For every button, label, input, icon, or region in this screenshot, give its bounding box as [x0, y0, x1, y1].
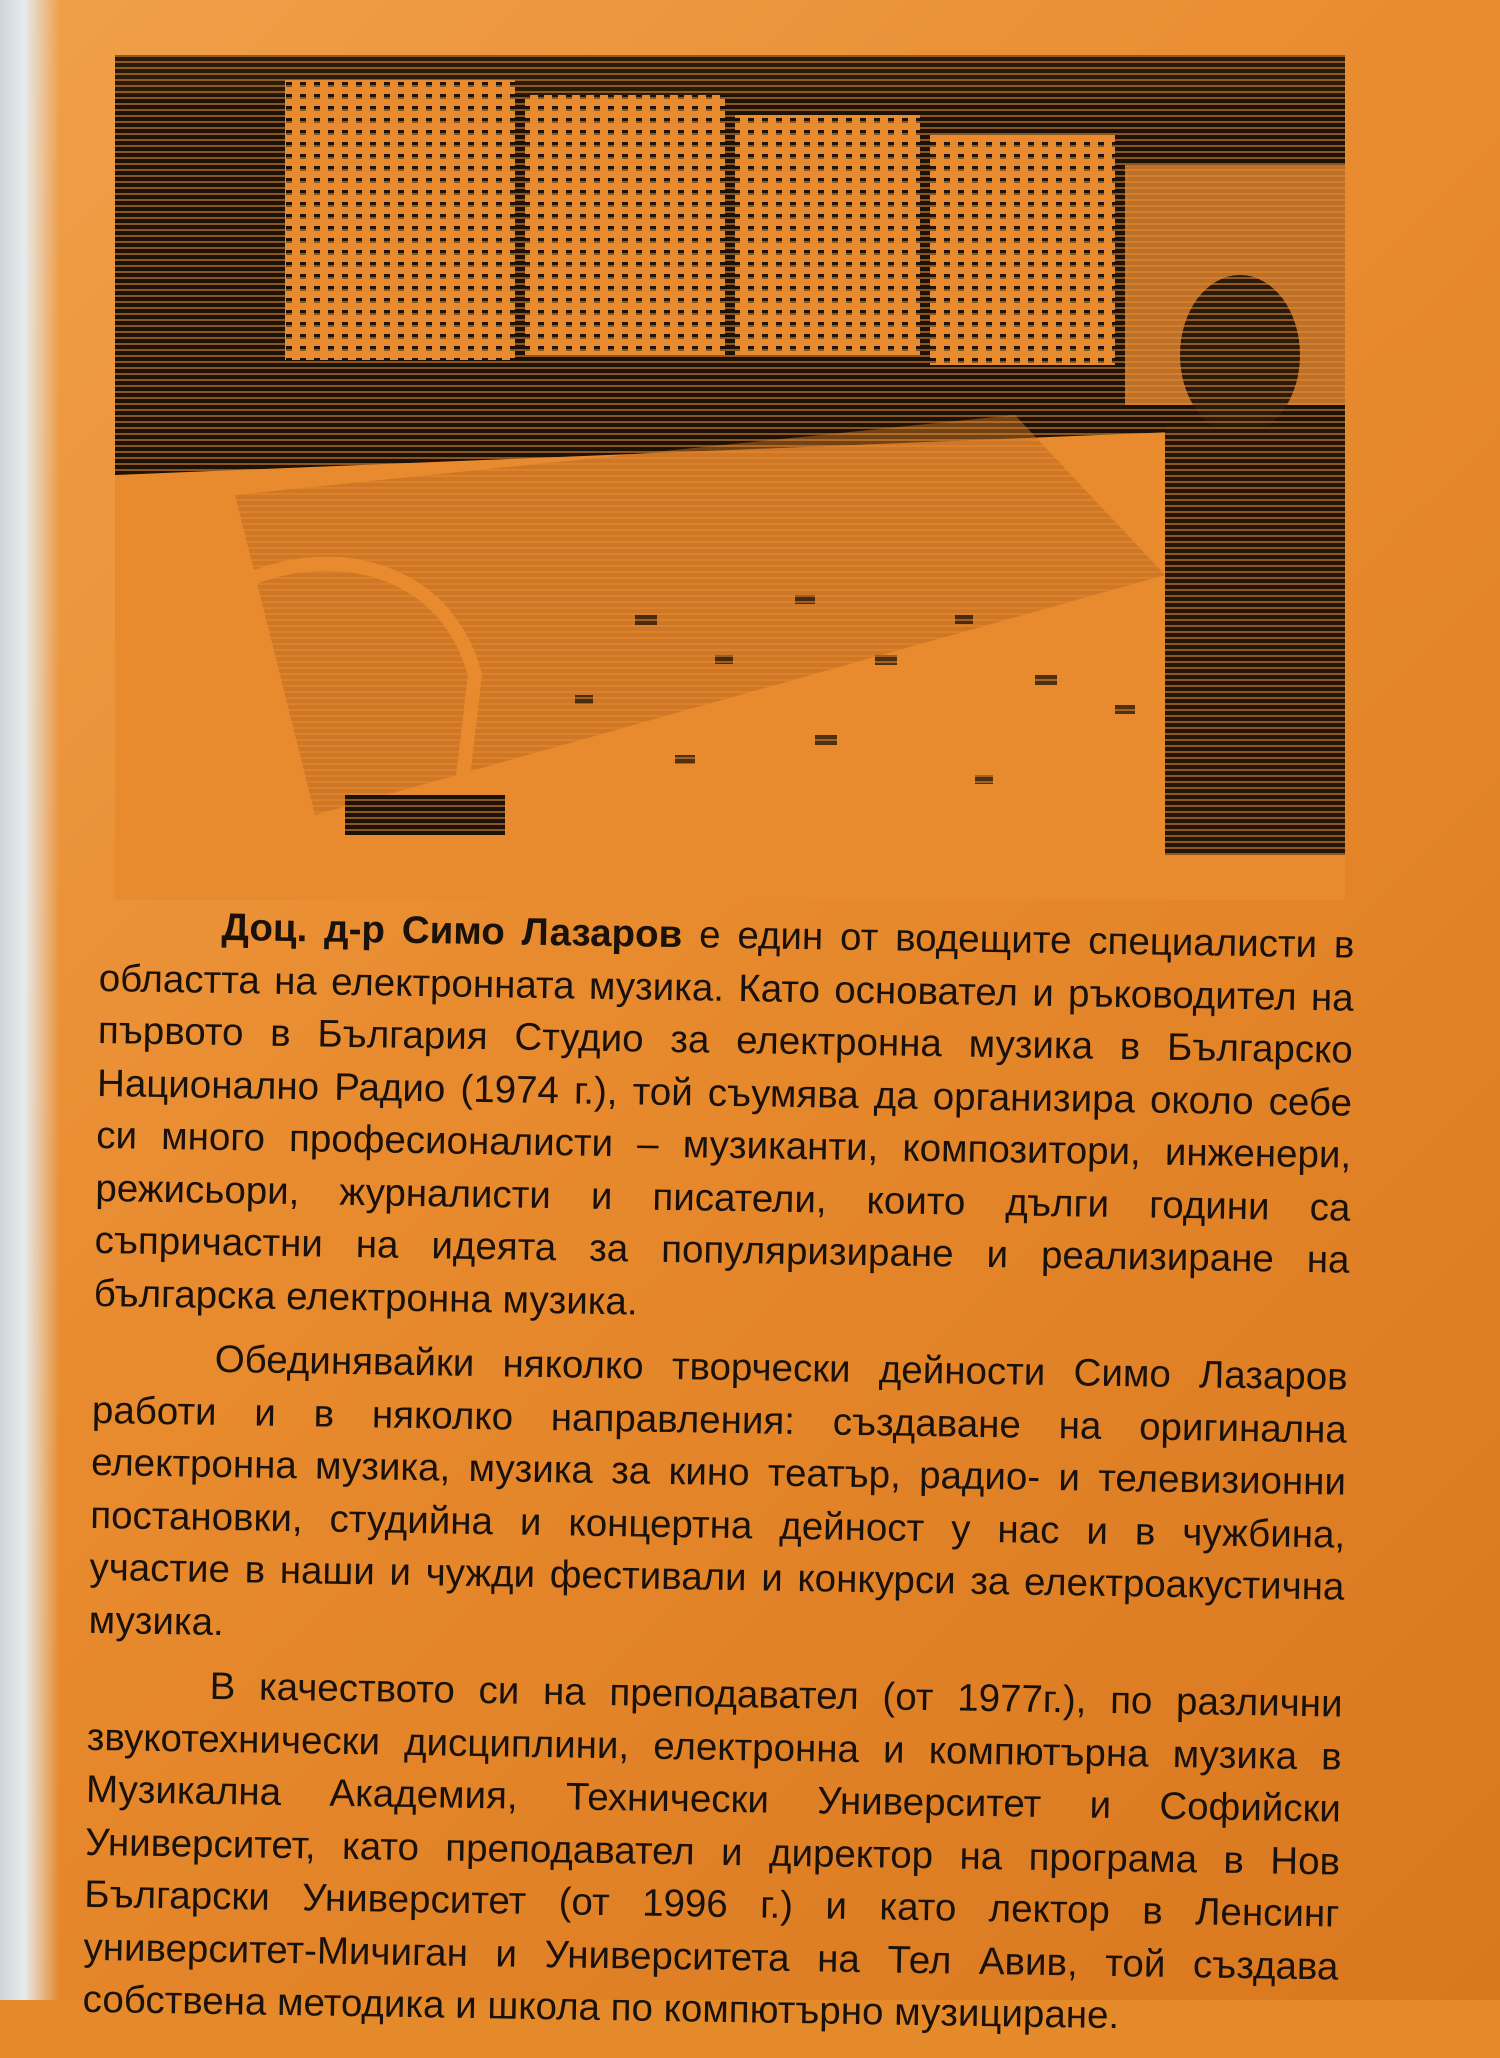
studio-photo-drawing — [115, 55, 1345, 900]
paragraph-2: Обединявайки няколко творчески дейности Симо Лазаров работи и в няколко направления: създаване на оригинална електронна музика, музика за кино театър, радио- и телевизионни постановки, студийна и концертна дейност у нас и в чужбина, участие в наши и чужди фестивали и конкурси за електроакустична музика. — [88, 1337, 1348, 1644]
studio-photo — [115, 55, 1345, 900]
background-edge — [0, 0, 60, 2000]
paragraph-1 — [93, 900, 1354, 1340]
paragraph-3: В качеството си на преподавател (от 1977г.), по различни звукотехнически дисциплини, електронна и компютърна музика в Музикална Академия, Технически Университет и Софийски Университет, като преподавател и директор на програма в Нов Български Университет (от 1996 г.) и като лектор в Ленсинг университет-Мичиган и Университета на Тел Авив, той създава собствена методика и школа по компютърно музициране. — [82, 1664, 1343, 2038]
author-name: Доц. д-р Симо Лазаров — [221, 905, 683, 957]
paragraph-1-text: е един от водещите специалисти в областта на електронната музика. Като основател и ръководител на първото в България Студио за електронна музика в Българско Национално Радио (1974 г.), той съумява да организира около себе си много професионалисти – музиканти, композитори, инженери, режисьори, журналисти и писатели, които дълги години са съпричастни на идеята за популяризиране и реализиране на българска електронна музика. — [93, 913, 1355, 1323]
bio-text — [82, 900, 1355, 2058]
